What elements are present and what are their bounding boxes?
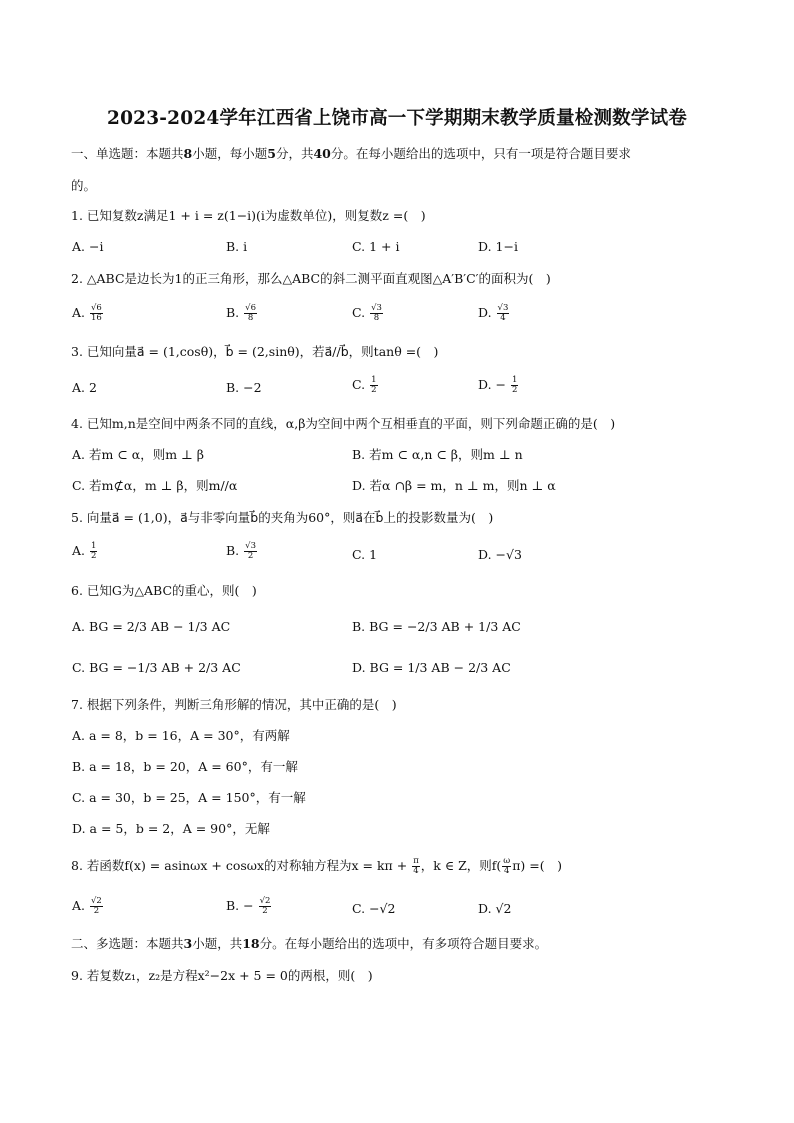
q8-option-b (226, 897, 272, 916)
q8-b-label: B. − (226, 898, 254, 913)
q5-option-b (226, 542, 258, 561)
section-2-count: 3 (183, 936, 193, 951)
q1-option-c: C. 1 + i (352, 239, 400, 254)
q7-stem: 7. 根据下列条件，判断三角形解的情况，其中正确的是( ) (71, 697, 397, 712)
q5-b-num: √3 (245, 541, 256, 551)
q8-option-d: D. √2 (478, 901, 512, 916)
q3-c-den: 2 (371, 385, 377, 395)
q3-c-label: C. (352, 377, 366, 392)
q2-a-fraction (90, 304, 103, 323)
q3-d-label: D. − (478, 377, 506, 392)
section-1-total: 40 (313, 146, 331, 161)
section-1-header (71, 145, 631, 163)
q8-a-num: √2 (91, 896, 102, 906)
q2-option-c (352, 304, 384, 323)
section-1-per-score: 5 (267, 146, 276, 161)
q6-option-a: A. BG = 2/3 AB − 1/3 AC (72, 619, 231, 634)
q8-option-c: C. −√2 (352, 901, 396, 916)
q8-a-fraction (90, 897, 103, 916)
q4-option-c: C. 若m⊄α，m ⊥ β，则m//α (72, 478, 238, 493)
q8-pi-over-4 (412, 857, 420, 876)
q5-a-fraction (90, 542, 97, 561)
q4-stem: 4. 已知m,n是空间中两条不同的直线，α,β为空间中两个互相垂直的平面，则下列命题正确的是( ) (71, 416, 616, 431)
q5-option-c: C. 1 (352, 547, 378, 562)
q2-c-num: √3 (371, 303, 382, 313)
q2-option-d (478, 304, 510, 323)
q1-option-d: D. 1−i (478, 239, 518, 254)
q2-b-den: 8 (247, 313, 254, 323)
q8-a-label: A. (72, 898, 86, 913)
section-1-count: 8 (183, 146, 193, 161)
q2-a-label: A. (72, 305, 86, 320)
q8-a-den: 2 (93, 906, 100, 916)
q8-four: 4 (413, 866, 419, 876)
q8-b-den: 2 (262, 906, 268, 916)
q6-stem: 6. 已知G为△ABC的重心，则( ) (71, 583, 257, 598)
q8-b-fraction (259, 897, 272, 916)
section-1-mid: 小题，每小题 (192, 146, 268, 161)
q8-pi: π (413, 856, 419, 866)
q4-option-d: D. 若α ∩β = m，n ⊥ m，则n ⊥ α (352, 478, 556, 493)
section-2-total: 18 (242, 936, 260, 951)
q8-stem-b: ，k ∈ Z，则f( (420, 858, 502, 873)
q9-stem: 9. 若复数z₁，z₂是方程x²−2x + 5 = 0的两根，则( ) (71, 968, 373, 983)
q5-a-num: 1 (91, 541, 97, 551)
q8-stem (71, 857, 562, 876)
q8-omega-over-4 (502, 857, 511, 876)
section-2-tail: 分。在每小题给出的选项中，有多项符合题目要求。 (259, 936, 548, 951)
q1-stem: 1. 已知复数z满足1 + i = z(1−i)(i为虚数单位)，则复数z =( ) (71, 208, 426, 223)
q1-option-a: A. −i (72, 239, 104, 254)
q2-d-fraction (497, 304, 510, 323)
q2-option-a (72, 304, 104, 323)
q3-d-num: 1 (511, 375, 518, 385)
q2-d-den: 4 (500, 313, 506, 323)
q3-stem: 3. 已知向量a⃗ = (1,cosθ)，b⃗ = (2,sinθ)，若a⃗//b⃗，则tanθ =( ) (71, 344, 439, 359)
section-2-head: 二、多选题：本题共 (71, 936, 184, 951)
exam-title: 2023-2024学年江西省上饶市高一下学期期末教学质量检测数学试卷 (107, 108, 687, 129)
q5-a-label: A. (72, 543, 86, 558)
q6-option-b: B. BG = −2/3 AB + 1/3 AC (352, 619, 521, 634)
q3-option-d (478, 376, 519, 395)
q8-omega: ω (503, 856, 511, 866)
q2-c-den: 8 (373, 313, 380, 323)
q2-b-fraction (244, 304, 257, 323)
q3-d-fraction (511, 376, 518, 395)
q3-option-b: B. −2 (226, 380, 262, 395)
q7-option-c: C. a = 30，b = 25，A = 150°，有一解 (72, 790, 306, 805)
q8-four-b: 4 (504, 866, 510, 876)
q5-b-fraction (244, 542, 257, 561)
q1-option-b: B. i (226, 239, 248, 254)
q7-option-b: B. a = 18，b = 20，A = 60°，有一解 (72, 759, 298, 774)
section-2-header (71, 935, 547, 953)
q7-option-d: D. a = 5，b = 2，A = 90°，无解 (72, 821, 270, 836)
q2-a-den: 16 (91, 313, 102, 323)
q2-b-label: B. (226, 305, 240, 320)
section-1-head: 一、单选题：本题共 (71, 146, 184, 161)
q2-stem: 2. △ABC是边长为1的正三角形，那么△ABC的斜二测平面直观图△A′B′C′的面积为( ) (71, 271, 551, 286)
q4-option-b: B. 若m ⊂ α,n ⊂ β，则m ⊥ n (352, 447, 523, 462)
q2-c-label: C. (352, 305, 366, 320)
q8-b-num: √2 (259, 896, 271, 906)
q8-stem-c: π) =( ) (512, 858, 562, 873)
q3-c-num: 1 (371, 375, 377, 385)
q2-b-num: √6 (245, 303, 256, 313)
q5-stem: 5. 向量a⃗ = (1,0)，a⃗与非零向量b⃗的夹角为60°，则a⃗在b⃗上的投影数量为( ) (71, 510, 494, 525)
q2-option-b (226, 304, 258, 323)
section-2-mid: 小题，共 (192, 936, 243, 951)
q5-a-den: 2 (91, 551, 97, 561)
q3-d-den: 2 (511, 385, 518, 395)
q6-option-d: D. BG = 1/3 AB − 2/3 AC (352, 660, 511, 675)
q6-option-c: C. BG = −1/3 AB + 2/3 AC (72, 660, 241, 675)
q3-option-c (352, 376, 379, 395)
q4-option-a: A. 若m ⊂ α，则m ⊥ β (72, 447, 204, 462)
q8-stem-a: 8. 若函数f(x) = asinωx + cosωx的对称轴方程为x = kπ + (71, 858, 408, 873)
q3-option-a: A. 2 (72, 380, 97, 395)
q2-a-num: √6 (91, 303, 102, 313)
q2-d-label: D. (478, 305, 492, 320)
q2-c-fraction (370, 304, 383, 323)
q5-option-d: D. −√3 (478, 547, 522, 562)
q2-d-num: √3 (497, 303, 509, 313)
q5-option-a (72, 542, 98, 561)
section-1-tail: 分。在每小题给出的选项中，只有一项是符合题目要求 (330, 146, 631, 161)
q8-option-a (72, 897, 104, 916)
section-1-header-cont: 的。 (71, 178, 97, 193)
q5-b-label: B. (226, 543, 240, 558)
q3-c-fraction (370, 376, 377, 395)
q5-b-den: 2 (247, 551, 254, 561)
q7-option-a: A. a = 8，b = 16，A = 30°，有两解 (72, 728, 290, 743)
section-1-mid2: 分，共 (275, 146, 314, 161)
